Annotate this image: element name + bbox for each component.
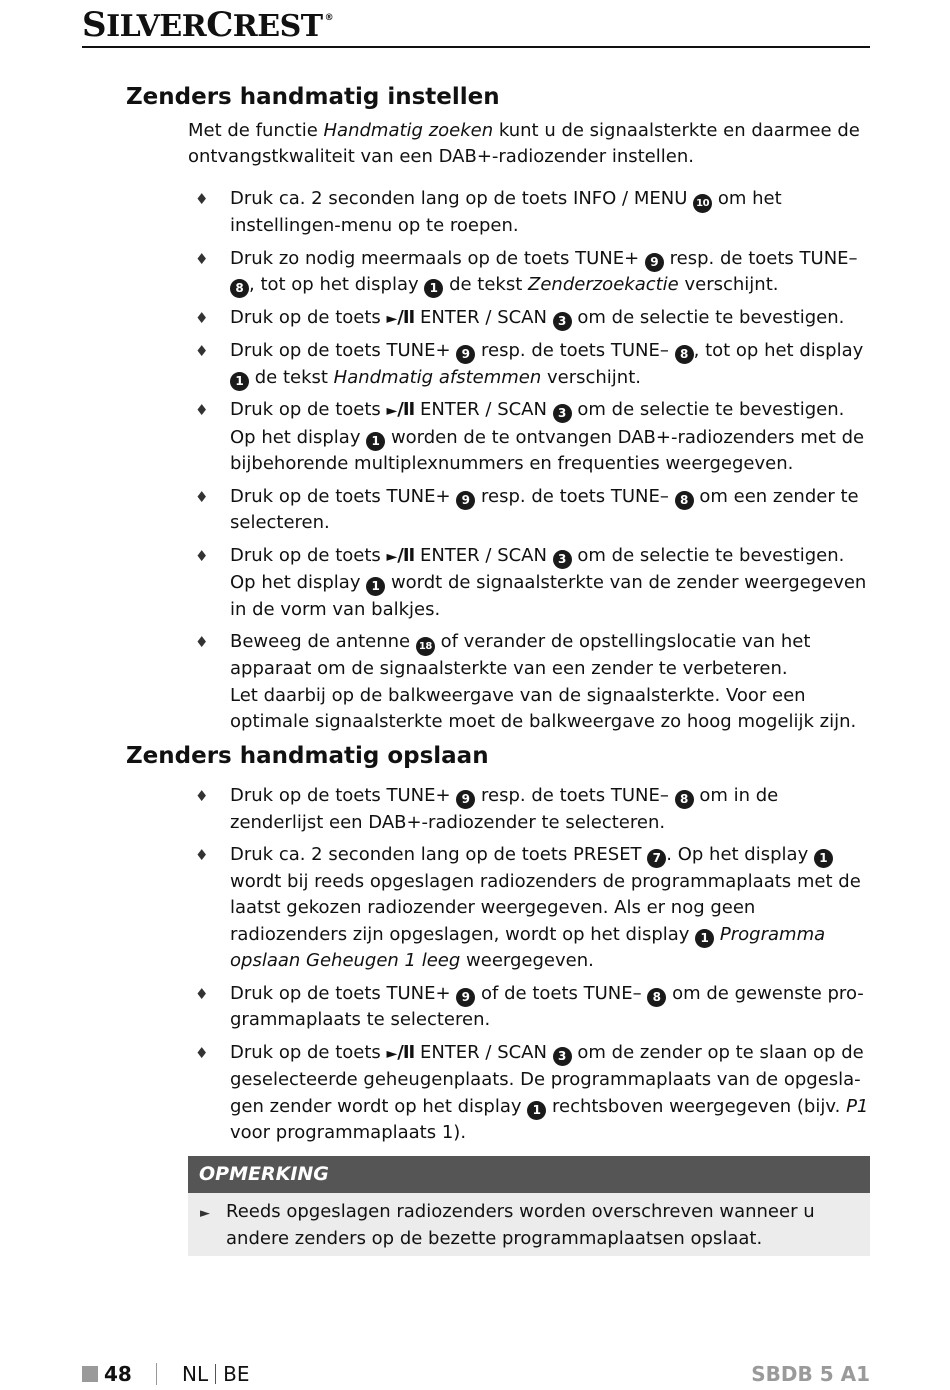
list-item: ♦ Druk op de toets ►/II ENTER / SCAN 3 om de selectie te bevestigen. Op het display 1 wordt de signaalsterkte van de zender weergegeven in de vorm van balkjes. bbox=[195, 544, 867, 620]
play-icon: ► bbox=[386, 310, 398, 327]
play-icon: ► bbox=[386, 1045, 398, 1062]
bullet-icon: ♦ bbox=[195, 546, 209, 565]
play-icon: ► bbox=[386, 403, 398, 419]
callout-number: 1 bbox=[230, 372, 249, 391]
bullet-icon: ♦ bbox=[195, 308, 209, 327]
callout-number: 3 bbox=[553, 312, 572, 331]
callout-number: 3 bbox=[553, 550, 572, 569]
bullet-icon: ♦ bbox=[195, 401, 209, 419]
callout-number: 1 bbox=[814, 849, 833, 868]
list-item: ♦ Druk op de toets TUNE+ 9 of de toets TUNE– 8 om de gewenste pro-grammaplaats te selecteren. bbox=[195, 982, 864, 1030]
play-icon: ► bbox=[386, 548, 398, 565]
callout-number: 9 bbox=[456, 988, 475, 1007]
pause-icon: /II bbox=[397, 1041, 415, 1063]
section-title-instellen: Zenders handmatig instellen bbox=[126, 84, 500, 110]
callout-number: 3 bbox=[553, 1047, 572, 1066]
instructions-list-instellen bbox=[188, 186, 870, 742]
callout-number: 1 bbox=[366, 577, 385, 596]
list-item: ♦ Druk ca. 2 seconden lang op de toets PRESET 7 . Op het display 1 wordt bij reeds opgeslagen radiozenders de programmaplaats met de laatst gekozen radiozender weergegeven. Als er nog geen radiozenders zijn opgeslagen, wordt op het display 1 Programma opslaan Geheugen 1 leeg weergegeven. bbox=[195, 844, 861, 971]
callout-number: 9 bbox=[456, 790, 475, 809]
bullet-icon: ♦ bbox=[195, 633, 209, 651]
pause-icon: /II bbox=[397, 544, 415, 566]
instructions-list-opslaan bbox=[188, 783, 870, 1153]
callout-number: 1 bbox=[527, 1101, 546, 1120]
note-title: OPMERKING bbox=[188, 1156, 870, 1193]
list-item: ♦ Druk op de toets TUNE+ 9 resp. de toets TUNE– 8 , tot op het display 1 de tekst Handmatig afstemmen verschijnt. bbox=[188, 338, 870, 391]
bullet-icon: ♦ bbox=[195, 1043, 209, 1062]
callout-number: 1 bbox=[424, 279, 443, 298]
callout-number: 8 bbox=[230, 279, 249, 298]
pause-icon: /II bbox=[397, 306, 415, 328]
callout-number: 9 bbox=[645, 253, 664, 272]
callout-number: 10 bbox=[693, 194, 712, 213]
section-title-opslaan: Zenders handmatig opslaan bbox=[126, 743, 489, 769]
list-item: ♦ Beweeg de antenne 18 of verander de opstellingslocatie van het apparaat om de signaalsterkte van een zender te verbeteren. Let daarbij op de balkweergave van de signaalsterkte. Voor een optimale signaalsterkte moet de balkweergave zo hoog mogelijk zijn. bbox=[195, 631, 857, 732]
pause-icon: /II bbox=[397, 399, 415, 420]
section-intro: Met de functie Handmatig zoeken kunt u de signaalsterkte en daarmee de ontvangstkwaliteit van een DAB+-radiozender instellen. bbox=[188, 120, 860, 167]
callout-number: 18 bbox=[416, 637, 435, 656]
bullet-icon: ♦ bbox=[195, 487, 209, 506]
bullet-icon: ♦ bbox=[195, 342, 209, 360]
callout-number: 1 bbox=[366, 432, 385, 451]
list-item: ♦ Druk op de toets ►/II ENTER / SCAN 3 om de selectie te bevestigen. bbox=[188, 305, 870, 333]
header-rule bbox=[82, 46, 870, 48]
note-text: Reeds opgeslagen radiozenders worden overschreven wanneer u andere zenders op de bezette programmaplaatsen opslaat. bbox=[226, 1201, 815, 1249]
bullet-icon: ♦ bbox=[195, 787, 209, 805]
callout-number: 3 bbox=[553, 404, 572, 423]
bullet-icon: ♦ bbox=[195, 846, 209, 864]
bullet-icon: ♦ bbox=[195, 190, 209, 208]
bullet-icon: ♦ bbox=[195, 984, 209, 1003]
model-number: SBDB 5 A1 bbox=[751, 1362, 870, 1386]
list-item: ♦ Druk op de toets ►/II ENTER / SCAN 3 om de selectie te bevestigen. Op het display 1 worden de te ontvangen DAB+-radiozenders met de bijbehorende multiplexnummers en frequenties weergegeven. bbox=[195, 399, 865, 474]
list-item: ♦ Druk ca. 2 seconden lang op de toets INFO / MENU 10 om het instellingen-menu op te roepen. bbox=[195, 188, 782, 236]
list-item: ♦ Druk op de toets TUNE+ 9 resp. de toets TUNE– 8 om in de zenderlijst een DAB+-radiozender te selecteren. bbox=[195, 785, 779, 833]
footer-square bbox=[82, 1366, 98, 1382]
callout-number: 9 bbox=[456, 345, 475, 364]
list-item: ♦ Druk zo nodig meermaals op de toets TUNE+ 9 resp. de toets TUNE– 8 , tot op het display 1 de tekst Zenderzoekactie verschijnt. bbox=[188, 246, 870, 299]
callout-number: 7 bbox=[647, 849, 666, 868]
callout-number: 8 bbox=[675, 790, 694, 809]
arrow-right-icon: ► bbox=[200, 1206, 210, 1221]
list-item: ♦ Druk op de toets TUNE+ 9 resp. de toets TUNE– 8 om een zender te selecteren. bbox=[195, 485, 859, 533]
list-item: ♦ Druk op de toets ►/II ENTER / SCAN 3 om de zender op te slaan op de geselecteerde geheugenplaats. De programmaplaats van de opgesla-gen zender wordt op het display 1 rechtsboven weergegeven (bijv. P1 voor programmaplaats 1). bbox=[195, 1041, 869, 1143]
brand-logo: SILVERCREST ® bbox=[82, 5, 334, 45]
callout-number: 8 bbox=[647, 988, 666, 1007]
note-body bbox=[188, 1193, 870, 1252]
callout-number: 1 bbox=[695, 929, 714, 948]
page-number: 48 bbox=[104, 1362, 132, 1386]
language-code: NL BE bbox=[182, 1362, 250, 1386]
footer-divider bbox=[156, 1363, 157, 1385]
callout-number: 8 bbox=[675, 491, 694, 510]
callout-number: 8 bbox=[675, 345, 694, 364]
note-box bbox=[188, 1156, 870, 1256]
bullet-icon: ♦ bbox=[195, 249, 209, 268]
callout-number: 9 bbox=[456, 491, 475, 510]
